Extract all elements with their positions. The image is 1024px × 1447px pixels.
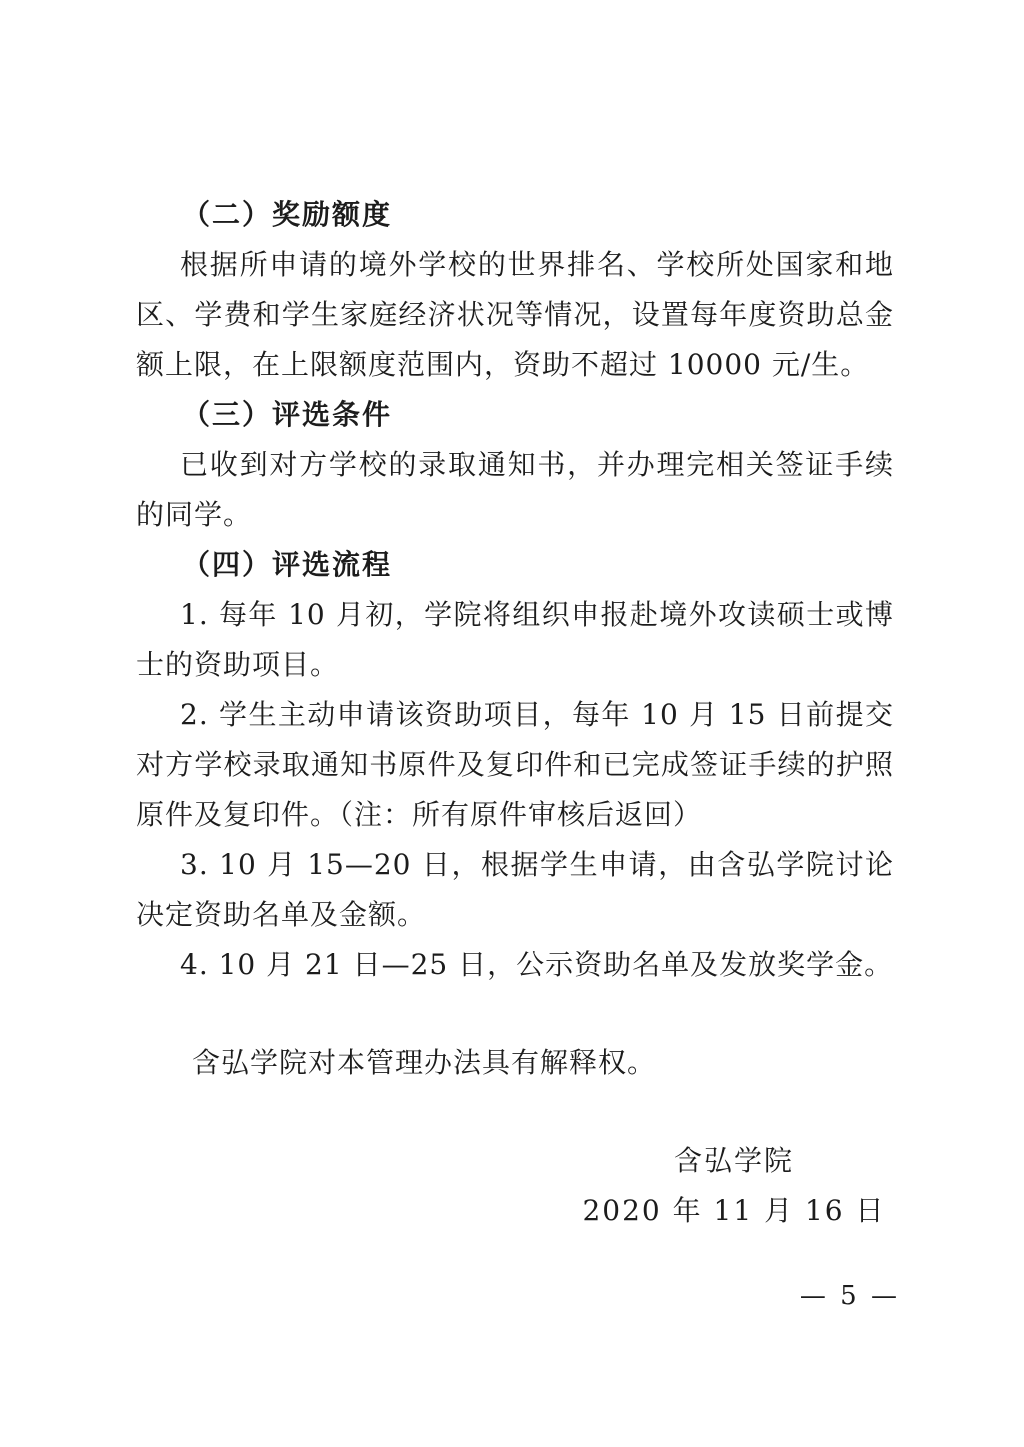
closing-statement: 含弘学院对本管理办法具有解释权。 [192,1046,657,1079]
section-heading-selection-criteria: （三）评选条件 [182,398,393,431]
signature-name: 含弘学院 [673,1144,794,1177]
section-heading-award-amount: （二）奖励额度 [182,198,393,231]
paragraph-selection-criteria: 已收到对方学校的录取通知书，并办理完相关签证手续的同学。 [136,448,894,531]
list-item-step-2: 2. 学生主动申请该资助项目，每年 10 月 15 日前提交对方学校录取通知书原件及复印件和已完成签证手续的护照原件及复印件。（注：所有原件审核后返回） [136,698,894,831]
signature-block [574,1136,894,1236]
list-item-step-1: 1. 每年 10 月初，学院将组织申报赴境外攻读硕士或博士的资助项目。 [136,598,894,681]
page-number: — 5 — [799,1281,900,1311]
list-item-step-4: 4. 10 月 21 日—25 日，公示资助名单及发放奖学金。 [180,948,894,981]
document-body [136,190,894,1236]
signature-date: 2020 年 11 月 16 日 [582,1194,886,1227]
list-item-step-3: 3. 10 月 15—20 日，根据学生申请，由含弘学院讨论决定资助名单及金额。 [136,848,894,931]
section-heading-selection-process: （四）评选流程 [182,548,393,581]
paragraph-award-amount: 根据所申请的境外学校的世界排名、学校所处国家和地区、学费和学生家庭经济状况等情况，设置每年度资助总金额上限，在上限额度范围内，资助不超过 10000 元/生。 [136,248,894,381]
